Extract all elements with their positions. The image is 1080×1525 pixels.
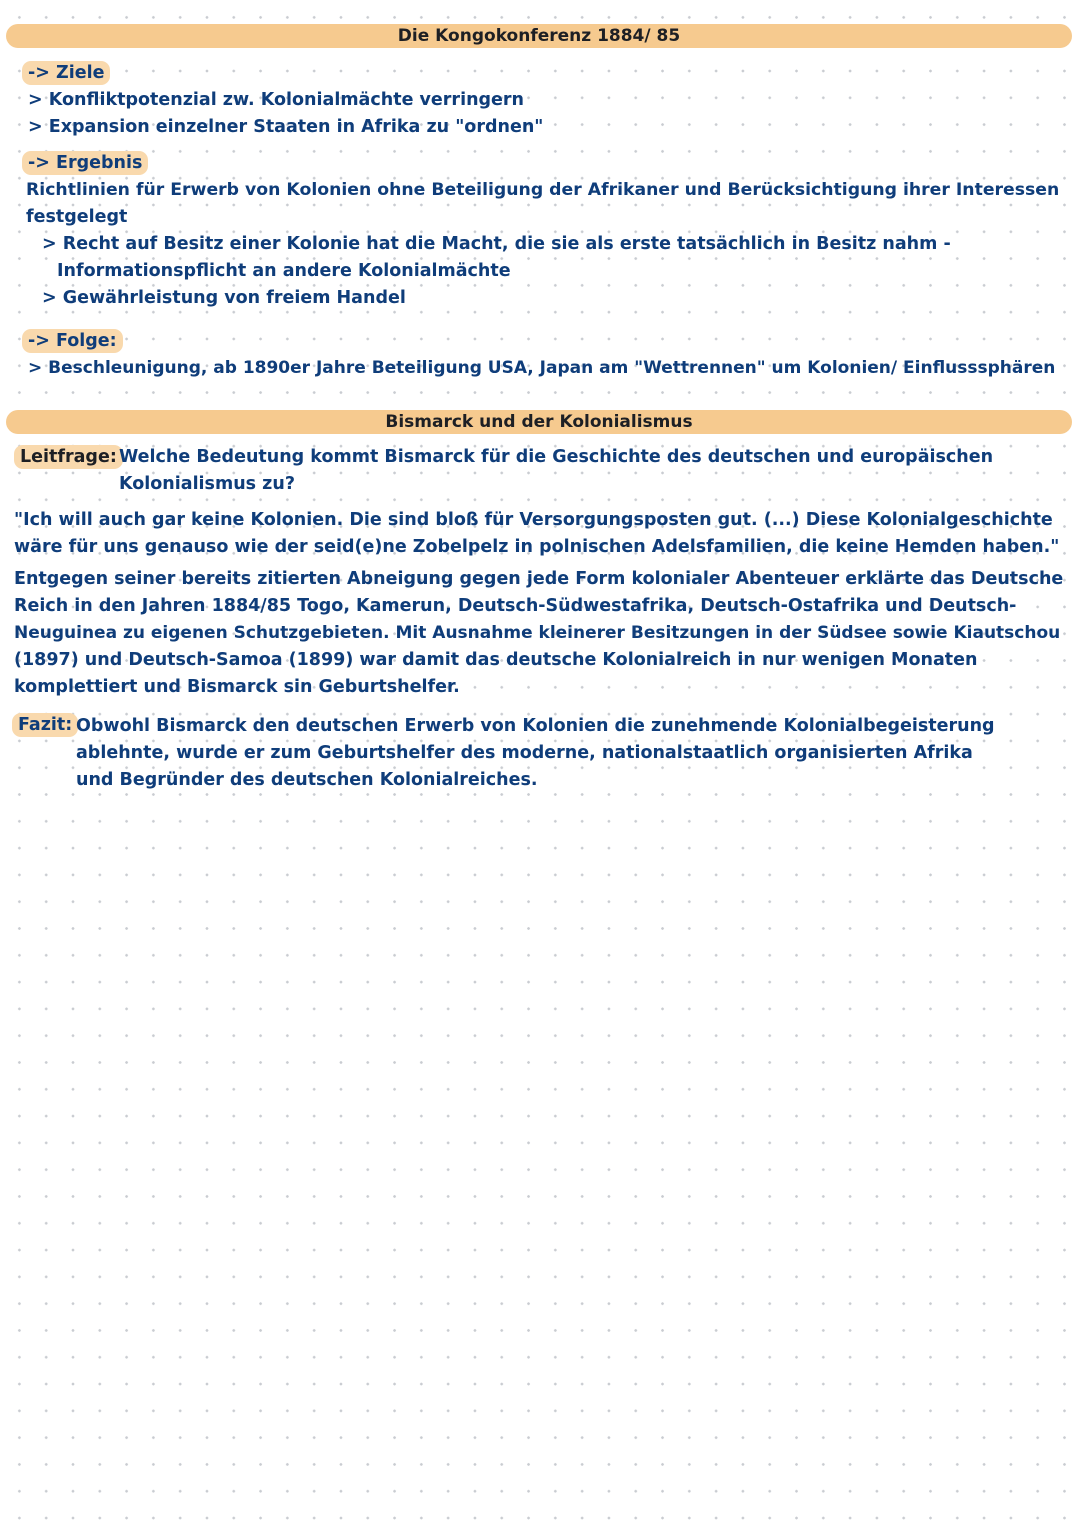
quote-line: wäre für uns genauso wie der seid(e)ne Zobelpelz in polnischen Adelsfamilien, die keine Hemden haben."	[14, 537, 1060, 557]
paragraph-line: (1897) und Deutsch-Samoa (1899) war damit das deutsche Kolonialreich in nur wenigen Monaten	[14, 650, 978, 670]
paragraph-line: Entgegen seiner bereits zitierten Abneigung gegen jede Form kolonialer Abenteuer erklärte das Deutsche	[14, 569, 1064, 589]
ergebnis-label: -> Ergebnis	[22, 151, 148, 175]
paragraph-line: Neuguinea zu eigenen Schutzgebieten. Mit Ausnahme kleinerer Besitzungen in der Südsee sowie Kiautschou	[14, 623, 1061, 643]
ergebnis-item: Informationspflicht an andere Kolonialmächte	[57, 261, 511, 281]
fazit-label: Fazit:	[12, 713, 78, 737]
ziele-item: > Expansion einzelner Staaten in Afrika zu "ordnen"	[28, 117, 544, 137]
leitfrage-label: Leitfrage:	[14, 445, 123, 469]
ziele-label: -> Ziele	[22, 61, 110, 85]
fazit-text: Obwohl Bismarck den deutschen Erwerb von Kolonien die zunehmende Kolonialbegeisterung	[76, 716, 995, 736]
ziele-item: > Konfliktpotenzial zw. Kolonialmächte verringern	[28, 90, 525, 110]
paragraph-line: Reich in den Jahren 1884/85 Togo, Kamerun, Deutsch-Südwestafrika, Deutsch-Ostafrika und Deutsch-	[14, 596, 1017, 616]
leitfrage-text: Welche Bedeutung kommt Bismarck für die Geschichte des deutschen und europäischen	[119, 447, 994, 467]
leitfrage-text: Kolonialismus zu?	[119, 474, 295, 494]
folge-item: > Beschleunigung, ab 1890er Jahre Beteiligung USA, Japan am "Wettrennen" um Kolonien/ Einflusssphären	[28, 358, 1056, 378]
ergebnis-text: festgelegt	[26, 207, 128, 227]
ergebnis-text: Richtlinien für Erwerb von Kolonien ohne Beteiligung der Afrikaner und Berücksichtigung ihrer Interessen	[26, 180, 1060, 200]
section-title-kongokonferenz: Die Kongokonferenz 1884/ 85	[6, 24, 1072, 48]
folge-label: -> Folge:	[22, 329, 123, 353]
ergebnis-item: > Gewährleistung von freiem Handel	[42, 288, 406, 308]
fazit-text: ablehnte, wurde er zum Geburtshelfer des moderne, nationalstaatlich organisierten Afrika	[76, 743, 973, 763]
paragraph-line: komplettiert und Bismarck sin Geburtshelfer.	[14, 677, 460, 697]
quote-line: "Ich will auch gar keine Kolonien. Die sind bloß für Versorgungsposten gut. (...) Diese Kolonialgeschichte	[14, 510, 1053, 530]
section-title-bismarck: Bismarck und der Kolonialismus	[6, 410, 1072, 434]
ergebnis-item: > Recht auf Besitz einer Kolonie hat die Macht, die sie als erste tatsächlich in Besitz nahm -	[42, 234, 951, 254]
fazit-text: und Begründer des deutschen Kolonialreiches.	[76, 770, 538, 790]
